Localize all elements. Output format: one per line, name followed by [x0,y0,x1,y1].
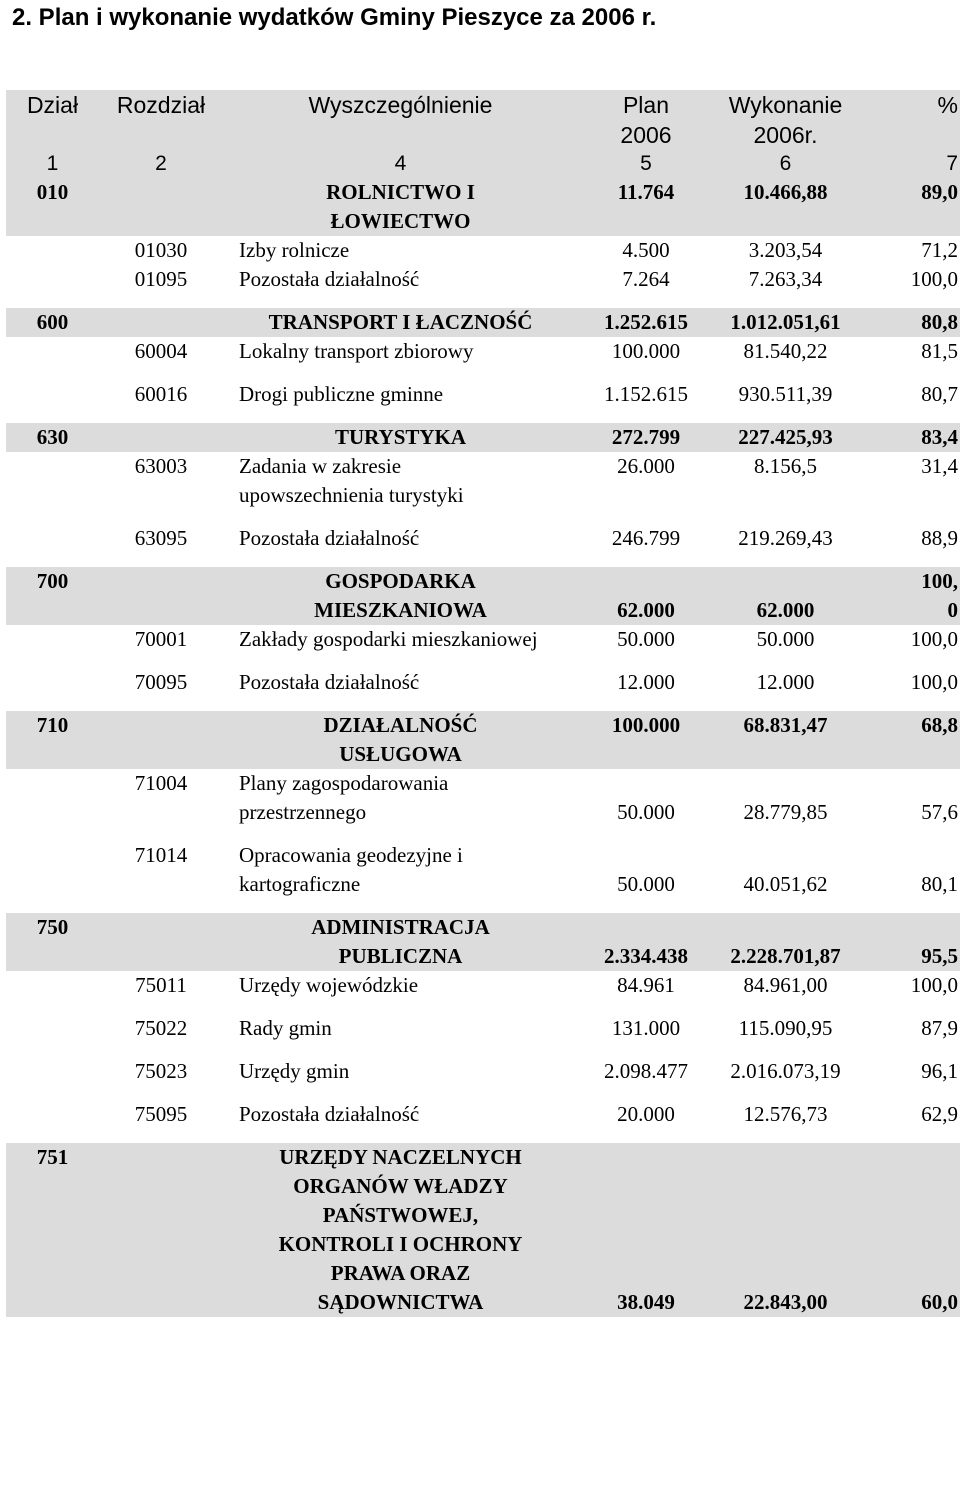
percent-value: 100,0 [910,627,958,651]
percent-value: 88,9 [921,526,958,550]
wykonanie-value: 1.012.051,61 [714,308,857,337]
subsection-row [6,337,960,366]
item-name: Lokalny transport zbiorowy [239,339,474,363]
item-name: Pozostała działalność [239,670,420,694]
spacer-cell [6,899,960,913]
percent-value: 80,8 [857,308,960,337]
wykonanie-value: 219.269,43 [738,526,833,550]
subsection-row [6,524,960,553]
item-name: Urzędy gmin [239,1059,350,1083]
plan-value: 20.000 [617,1102,675,1126]
item-name: TURYSTYKA [223,423,578,452]
dzial-code [6,841,99,899]
plan-value: 50.000 [617,872,675,896]
spacer-row [6,827,960,841]
dzial-code [6,236,99,294]
wykonanie-value: 40.051,62 [743,872,828,896]
percent-value: 87,9 [921,1016,958,1040]
rozdzial-code [99,423,223,452]
subsection-row [6,841,960,899]
spacer-cell [6,697,960,711]
header-dzial: Dział [6,90,99,150]
spacer-cell [6,553,960,567]
plan-value: 246.799 [611,526,681,550]
item-name: GOSPODARKA MIESZKANIOWA [223,567,578,625]
item-name: Zadania w zakresie upowszechnienia turystyki [239,454,464,507]
item-name: URZĘDY NACZELNYCH ORGANÓW WŁADZY PAŃSTWOWEJ, KONTROLI I OCHRONY PRAWA ORAZ SĄDOWNICTWA [223,1143,578,1317]
spacer-row [6,294,960,308]
plan-value: 4.500 7.264 [622,238,670,291]
item-name: Plany zagospodarowania przestrzennego [239,771,449,824]
wykonanie-value: 930.511,39 [738,382,833,406]
spacer-cell [6,1043,960,1057]
rozdzial-code [99,567,223,625]
plan-value: 26.000 [617,454,675,478]
page-title: 2. Plan i wykonanie wydatków Gminy Pieszyce za 2006 r. [12,4,657,31]
table-body [6,90,960,1317]
column-number: 4 [223,150,578,178]
rozdzial-code: 60016 [134,382,188,406]
rozdzial-code: 70095 [134,670,188,694]
subsection-row [6,625,960,654]
percent-value: 100,0 [910,973,958,997]
rozdzial-code: 75022 [134,1016,188,1040]
percent-value: 57,6 [921,800,958,824]
subsection-row [6,380,960,409]
header-row [6,90,960,150]
spacer-row [6,697,960,711]
plan-value: 38.049 [578,1143,714,1317]
rozdzial-code: 75095 [134,1102,188,1126]
rozdzial-code [99,178,223,236]
spacer-cell [6,409,960,423]
percent-value: 60,0 [857,1143,960,1317]
rozdzial-code: 71004 [134,771,188,795]
spacer-cell [6,1000,960,1014]
item-name: Izby rolnicze Pozostała działalność [239,238,420,291]
spacer-row [6,510,960,524]
rozdzial-code [99,913,223,971]
percent-value: 62,9 [921,1102,958,1126]
wykonanie-value: 50.000 [756,627,815,651]
rozdzial-code: 63003 [134,454,188,478]
wykonanie-value: 227.425,93 [714,423,857,452]
section-row [6,913,960,971]
spacer-cell [6,1086,960,1100]
rozdzial-code: 71014 [134,843,188,867]
section-row [6,423,960,452]
spacer-row [6,1043,960,1057]
item-name: Pozostała działalność [239,1102,420,1126]
percent-value: 81,5 [921,339,958,363]
wykonanie-value: 3.203,54 7.263,34 [748,238,823,291]
subsection-row [6,1100,960,1129]
spacer-row [6,654,960,668]
spacer-row [6,366,960,380]
expenditure-table [6,90,960,1317]
wykonanie-value: 10.466,88 [714,178,857,236]
subsection-row [6,668,960,697]
plan-value: 100.000 [611,339,681,363]
plan-value: 2.334.438 [578,913,714,971]
percent-value: 80,7 [921,382,958,406]
item-name: Rady gmin [239,1016,332,1040]
plan-value: 62.000 [578,567,714,625]
subsection-row [6,971,960,1000]
spacer-row [6,1086,960,1100]
wykonanie-value: 22.843,00 [714,1143,857,1317]
dzial-code [6,1100,99,1129]
subsection-row [6,769,960,827]
dzial-code [6,524,99,553]
wykonanie-value: 12.576,73 [743,1102,828,1126]
dzial-code [6,1057,99,1086]
dzial-code [6,380,99,409]
column-number: 2 [99,150,223,178]
spacer-cell [6,366,960,380]
dzial-code: 600 [6,308,99,337]
dzial-code: 750 [6,913,99,971]
percent-value: 100, 0 [857,567,960,625]
item-name: ADMINISTRACJA PUBLICZNA [223,913,578,971]
rozdzial-code [99,711,223,769]
rozdzial-code [99,308,223,337]
plan-value: 50.000 [617,627,675,651]
percent-value: 100,0 [910,670,958,694]
wykonanie-value: 84.961,00 [743,973,828,997]
dzial-code [6,668,99,697]
wykonanie-value: 115.090,95 [738,1016,833,1040]
wykonanie-value: 12.000 [756,670,815,694]
column-number: 6 [714,150,857,178]
percent-value: 71,2 100,0 [910,238,958,291]
wykonanie-value: 81.540,22 [743,339,828,363]
wykonanie-value: 2.228.701,87 [714,913,857,971]
spacer-cell [6,827,960,841]
percent-value: 89,0 [857,178,960,236]
plan-value: 11.764 [578,178,714,236]
subsection-row [6,236,960,294]
wykonanie-value: 68.831,47 [714,711,857,769]
dzial-code: 710 [6,711,99,769]
spacer-row [6,1129,960,1143]
plan-value: 12.000 [617,670,675,694]
rozdzial-code: 63095 [134,526,188,550]
section-row [6,308,960,337]
dzial-code [6,1014,99,1043]
dzial-code [6,337,99,366]
spacer-row [6,553,960,567]
spacer-cell [6,654,960,668]
dzial-code [6,625,99,654]
column-number: 7 [857,150,960,178]
spacer-cell [6,1129,960,1143]
wykonanie-value: 8.156,5 [754,454,817,478]
item-name: Zakłady gospodarki mieszkaniowej [239,627,538,651]
dzial-code [6,971,99,1000]
section-row [6,178,960,236]
item-name: Urzędy wojewódzkie [239,973,419,997]
column-number: 1 [6,150,99,178]
dzial-code: 700 [6,567,99,625]
plan-value: 50.000 [617,800,675,824]
header-wyszczegolnienie: Wyszczególnienie [223,90,578,150]
percent-value: 68,8 [857,711,960,769]
item-name: Drogi publiczne gminne [239,382,444,406]
dzial-code: 010 [6,178,99,236]
item-name: ROLNICTWO I ŁOWIECTWO [223,178,578,236]
header-plan: Plan 2006 [578,90,714,150]
wykonanie-value: 2.016.073,19 [730,1059,841,1083]
spacer-row [6,1000,960,1014]
dzial-code: 630 [6,423,99,452]
column-number: 5 [578,150,714,178]
subsection-row [6,452,960,510]
header-rozdzial: Rozdział [99,90,223,150]
spacer-row [6,409,960,423]
percent-value: 95,5 [857,913,960,971]
item-name: DZIAŁALNOŚĆ USŁUGOWA [223,711,578,769]
plan-value: 131.000 [611,1016,681,1040]
wykonanie-value: 62.000 [714,567,857,625]
plan-value: 1.152.615 [604,382,688,406]
dzial-code [6,769,99,827]
percent-value: 31,4 [921,454,958,478]
dzial-code [6,452,99,510]
subsection-row [6,1057,960,1086]
plan-value: 1.252.615 [578,308,714,337]
percent-value: 96,1 [921,1059,958,1083]
header-procent: % [857,90,960,150]
percent-value: 80,1 [921,872,958,896]
item-name: Pozostała działalność [239,526,420,550]
item-name: Opracowania geodezyjne i kartograficzne [239,843,463,896]
rozdzial-code: 75011 [135,973,187,997]
subsection-row [6,1014,960,1043]
percent-value: 83,4 [857,423,960,452]
spacer-cell [6,294,960,308]
plan-value: 84.961 [617,973,675,997]
section-row [6,711,960,769]
rozdzial-code: 60004 [134,339,188,363]
rozdzial-code [99,1143,223,1317]
plan-value: 100.000 [578,711,714,769]
spacer-cell [6,510,960,524]
column-number-row [6,150,960,178]
section-row [6,567,960,625]
wykonanie-value: 28.779,85 [743,800,828,824]
plan-value: 2.098.477 [604,1059,688,1083]
rozdzial-code: 70001 [134,627,188,651]
item-name: TRANSPORT I ŁACZNOŚĆ [223,308,578,337]
header-wykonanie: Wykonanie 2006r. [714,90,857,150]
dzial-code: 751 [6,1143,99,1317]
spacer-row [6,899,960,913]
rozdzial-code: 75023 [134,1059,188,1083]
section-row [6,1143,960,1317]
plan-value: 272.799 [578,423,714,452]
rozdzial-code: 01030 01095 [134,238,188,291]
